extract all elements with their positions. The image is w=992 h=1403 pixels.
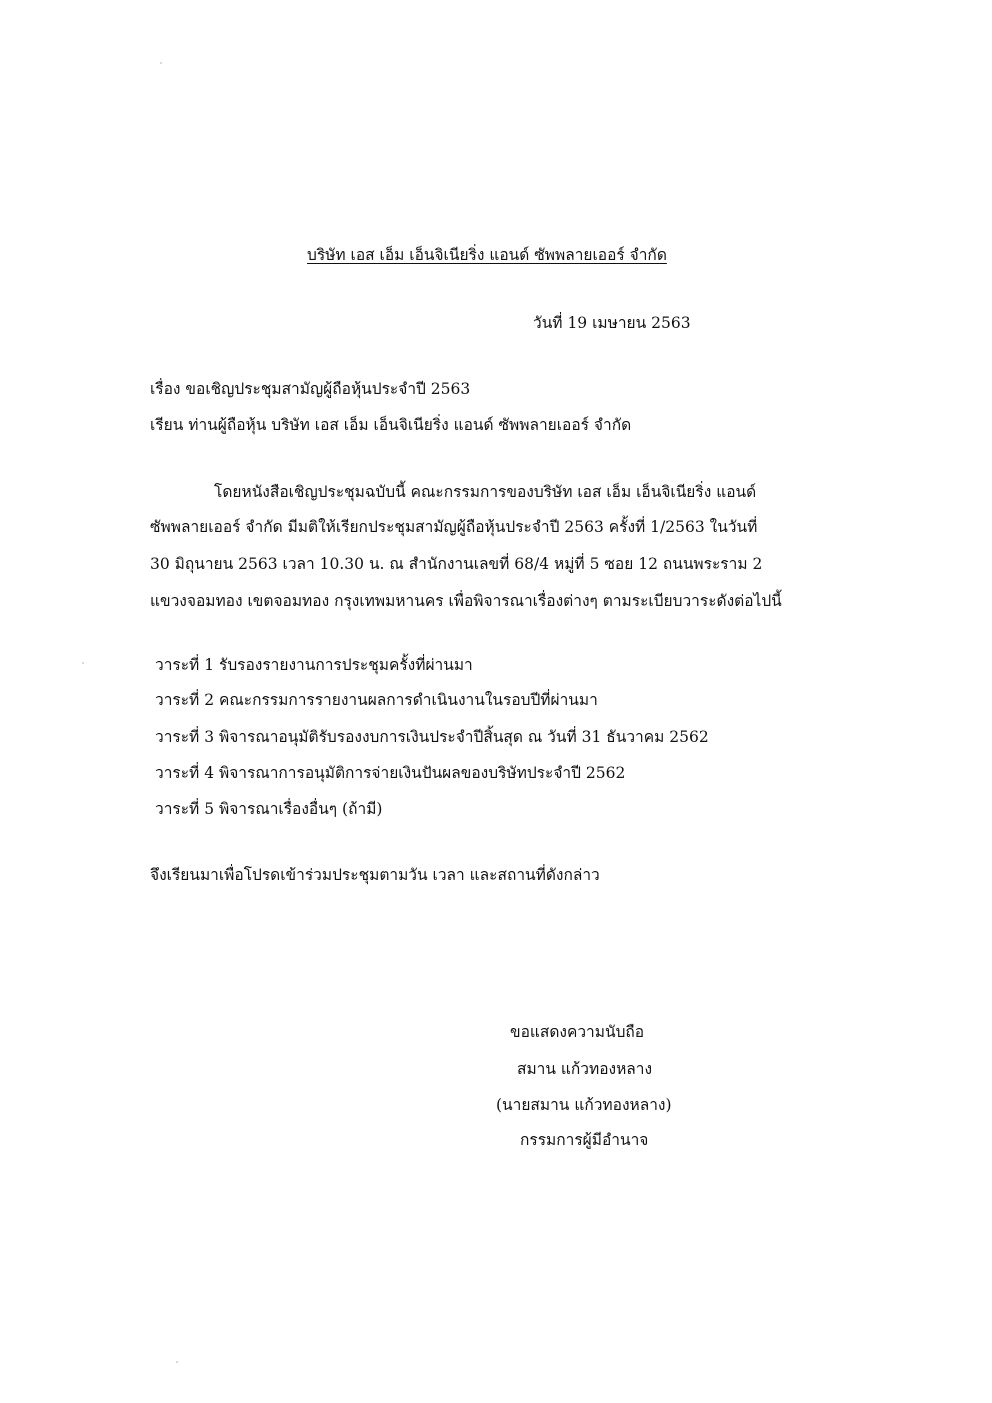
signature-regards: ขอแสดงความนับถือ [510,1023,645,1041]
signature-position: กรรมการผู้มีอำนาจ [520,1131,649,1149]
signature-printed-name: (นายสมาน แก้วทองหลาง) [496,1096,672,1114]
scan-speck [176,1361,178,1363]
closing-line: จึงเรียนมาเพื่อโปรดเข้าร่วมประชุมตามวัน เวลา และสถานที่ดังกล่าว [150,866,600,884]
scan-speck [160,62,162,64]
body-line-1: โดยหนังสือเชิญประชุมฉบับนี้ คณะกรรมการของบริษัท เอส เอ็ม เอ็นจิเนียริ่ง แอนด์ [214,483,757,501]
agenda-item-3: วาระที่ 3 พิจารณาอนุมัติรับรองงบการเงินประจำปีสิ้นสุด ณ วันที่ 31 ธันวาคม 2562 [155,728,709,746]
agenda-item-4: วาระที่ 4 พิจารณาการอนุมัติการจ่ายเงินปันผลของบริษัทประจำปี 2562 [155,764,626,782]
agenda-item-5: วาระที่ 5 พิจารณาเรื่องอื่นๆ (ถ้ามี) [155,800,383,818]
body-line-3: 30 มิถุนายน 2563 เวลา 10.30 น. ณ สำนักงานเลขที่ 68/4 หมู่ที่ 5 ซอย 12 ถนนพระราม 2 [150,555,763,573]
signature-signed-name: สมาน แก้วทองหลาง [517,1060,653,1078]
letter-subject: เรื่อง ขอเชิญประชุมสามัญผู้ถือหุ้นประจำปี 2563 [150,380,471,398]
body-line-2: ซัพพลายเออร์ จำกัด มีมติให้เรียกประชุมสามัญผู้ถือหุ้นประจำปี 2563 ครั้งที่ 1/2563 ในวันที่ [150,518,758,536]
scan-speck [82,662,84,664]
agenda-item-1: วาระที่ 1 รับรองรายงานการประชุมครั้งที่ผ่านมา [155,656,473,674]
letter-date: วันที่ 19 เมษายน 2563 [533,314,691,332]
body-line-4: แขวงจอมทอง เขตจอมทอง กรุงเทพมหานคร เพื่อพิจารณาเรื่องต่างๆ ตามระเบียบวาระดังต่อไปนี้ [150,592,782,610]
agenda-item-2: วาระที่ 2 คณะกรรมการรายงานผลการดำเนินงานในรอบปีที่ผ่านมา [155,691,598,709]
letter-recipient: เรียน ท่านผู้ถือหุ้น บริษัท เอส เอ็ม เอ็นจิเนียริ่ง แอนด์ ซัพพลายเออร์ จำกัด [150,416,632,434]
company-title: บริษัท เอส เอ็ม เอ็นจิเนียริ่ง แอนด์ ซัพพลายเออร์ จำกัด [307,246,667,264]
